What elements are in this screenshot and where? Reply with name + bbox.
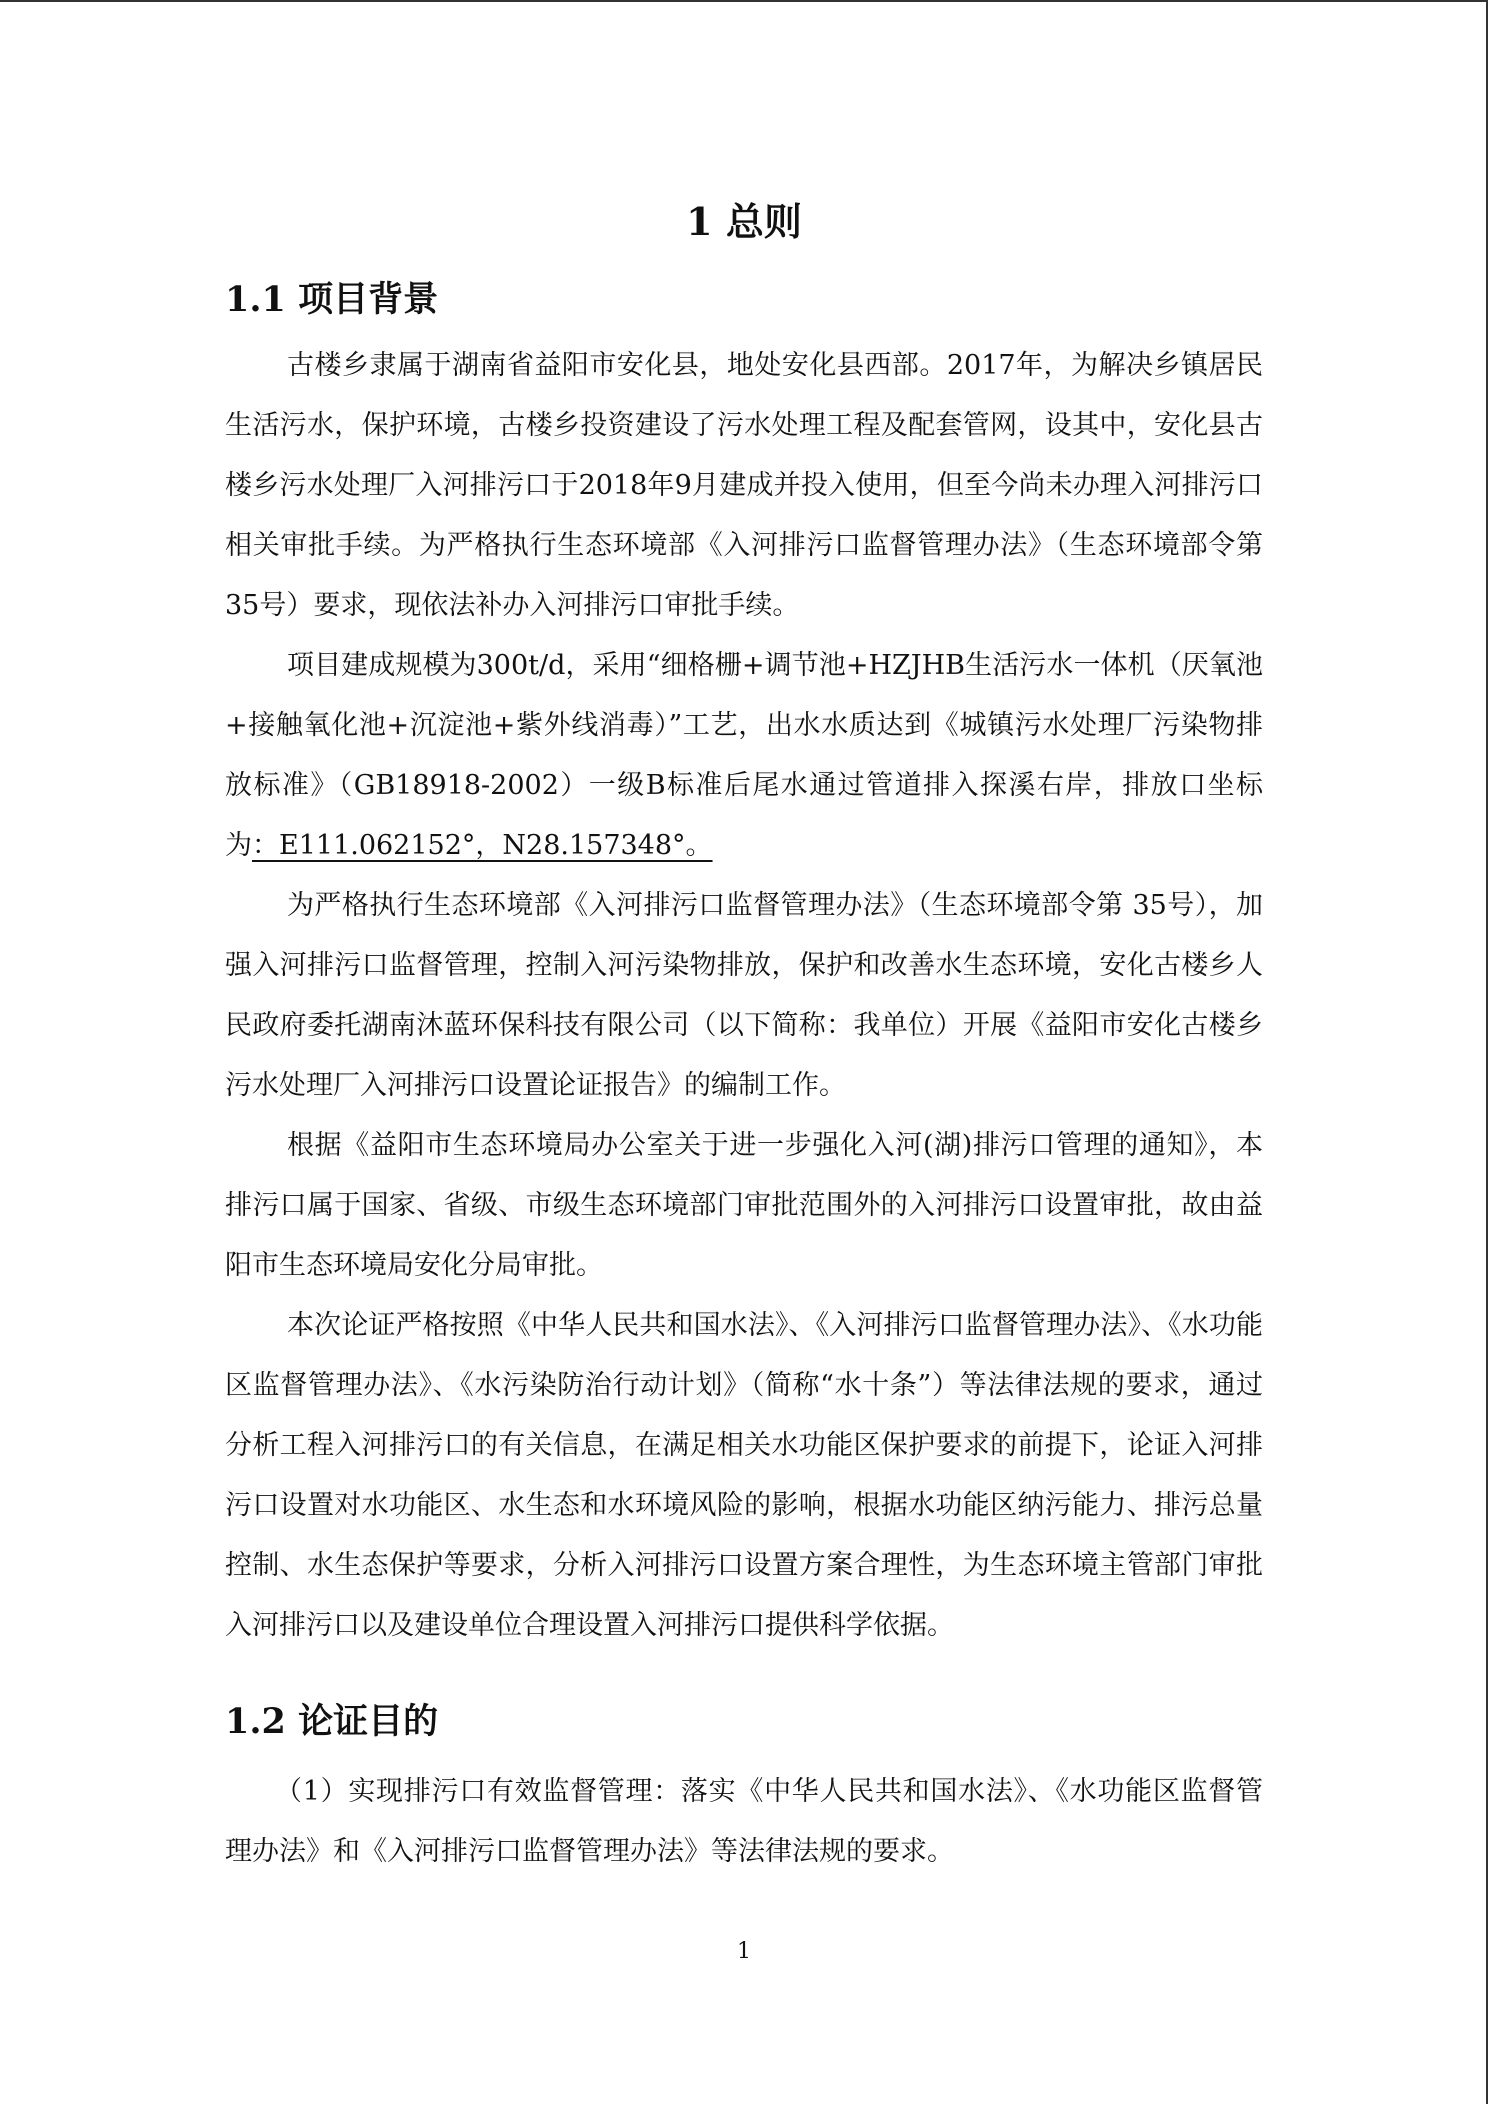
chapter-title: 1 总则 [686, 199, 802, 244]
paragraph: 根据《益阳市生态环境局办公室关于进一步强化入河(湖)排污口管理的通知》，本排污口属于国家、省级、市级生态环境部门审批范围外的入河排污口设置审批，故由益阳市生态环境局安化分局审批。 [225, 1130, 1263, 1281]
paragraph: 本次论证严格按照《中华人民共和国水法》、《入河排污口监督管理办法》、《水功能区监督管理办法》、《水污染防治行动计划》（简称“水十条”）等法律法规的要求，通过分析工程入河排污口的有关信息，在满足相关水功能区保护要求的前提下，论证入河排污口设置对水功能区、水生态和水环境风险的影响，根据水功能区纳污能力、排污总量控制、水生态保护等要求，分析入河排污口设置方案合理性，为生态环境主管部门审批入河排污口以及建设单位合理设置入河排污口提供科学依据。 [225, 1310, 1263, 1641]
paragraph: （1）实现排污口有效监督管理：落实《中华人民共和国水法》、《水功能区监督管理办法》和《入河排污口监督管理办法》等法律法规的要求。 [225, 1776, 1263, 1867]
section-heading-demonstration-purpose: 1.2 论证目的 [225, 1701, 439, 1742]
paragraph [225, 636, 1263, 876]
paragraph: 古楼乡隶属于湖南省益阳市安化县，地处安化县西部。2017年，为解决乡镇居民生活污水，保护环境，古楼乡投资建设了污水处理工程及配套管网，设其中，安化县古楼乡污水处理厂入河排污口于2018年9月建成并投入使用，但至今尚未办理入河排污口相关审批手续。为严格执行生态环境部《入河排污口监督管理办法》（生态环境部令第35号）要求，现依法补办入河排污口审批手续。 [225, 350, 1263, 621]
paragraph: 为严格执行生态环境部《入河排污口监督管理办法》（生态环境部令第 35号），加强入河排污口监督管理，控制入河污染物排放，保护和改善水生态环境，安化古楼乡人民政府委托湖南沐蓝环保科技有限公司（以下简称：我单位）开展《益阳市安化古楼乡污水处理厂入河排污口设置论证报告》的编制工作。 [225, 890, 1263, 1101]
paragraph-text: 项目建成规模为300t/d，采用“细格栅+调节池+HZJHB生活污水一体机（厌氧池+接触氧化池+沉淀池+紫外线消毒）”工艺，出水水质达到《城镇污水处理厂污染物排放标准》（GB18918-2002）一级B标准后尾水通过管道排入探溪右岸，排放口坐标为 [225, 650, 1263, 861]
page-number: 1 [737, 1939, 751, 1964]
discharge-coordinates: ：E111.062152°，N28.157348°。 [252, 830, 713, 861]
section-heading-project-background: 1.1 项目背景 [225, 279, 439, 320]
